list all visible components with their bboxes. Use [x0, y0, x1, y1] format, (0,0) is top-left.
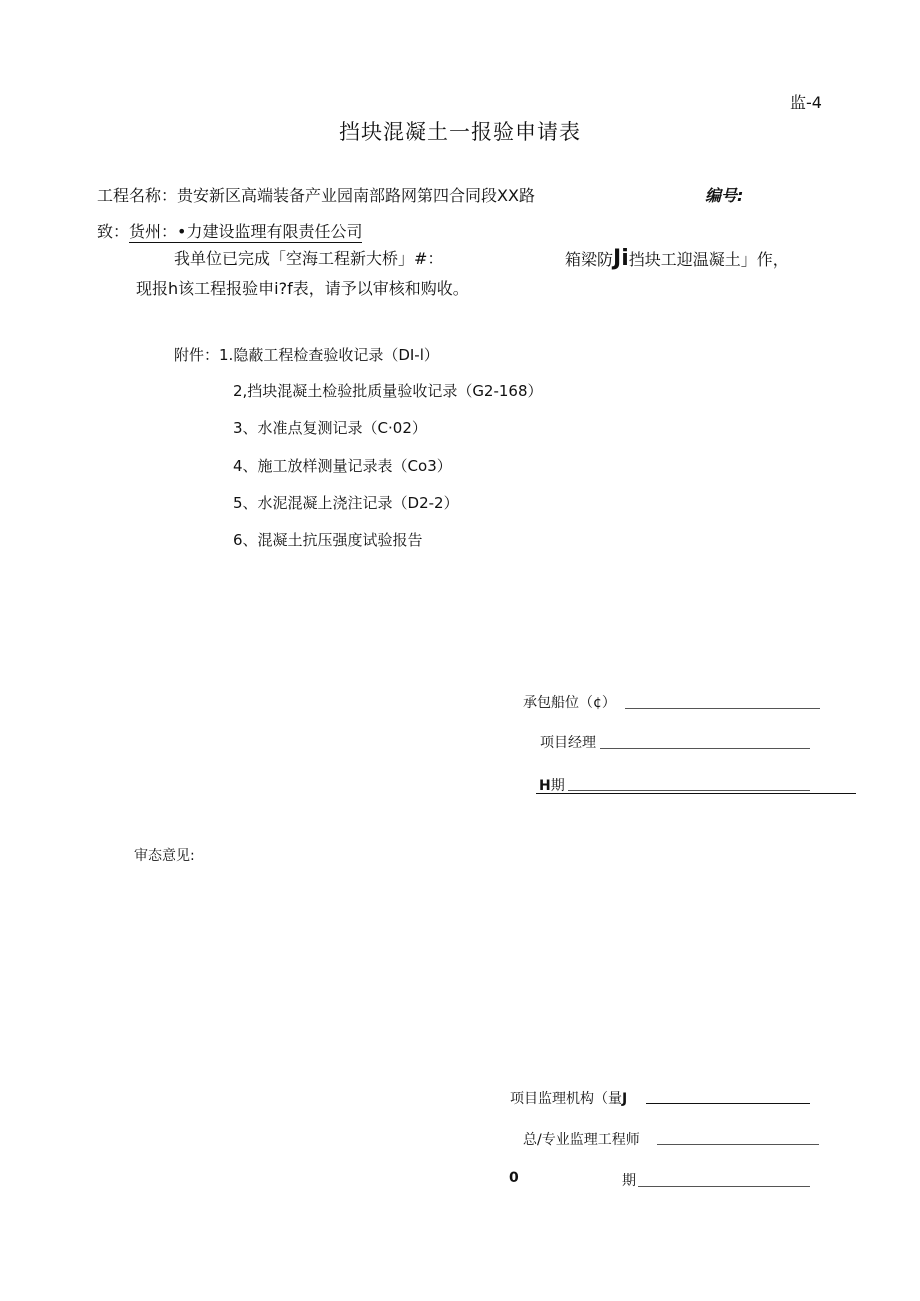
attachment-item: 1.隐蔽工程检查验收记录（DI-l） [219, 346, 439, 364]
body-line-1-right [565, 246, 789, 271]
contractor-date-line[interactable] [568, 790, 810, 791]
body-line-1-left: 我单位已完成「空海工程新大桥」#： [174, 249, 444, 268]
attachment-item: 5、水泥混凝上浇注记录（D2-2） [233, 494, 459, 512]
attachments-row [174, 344, 439, 365]
supervision-date-line[interactable] [638, 1186, 810, 1187]
supervision-engineer-line[interactable] [657, 1144, 819, 1145]
body-line-1-right-pre: 箱梁防 [565, 250, 614, 269]
contractor-unit-label: 承包船位（¢） [523, 695, 616, 711]
attachment-item: 2,挡块混凝土检验批质量验收记录（G2-168） [233, 382, 543, 400]
supervision-org-label: 项目监理机构（量 [510, 1091, 622, 1107]
body-line-1-right-big: Ji [613, 246, 629, 271]
project-name-row [97, 183, 535, 206]
review-opinion-label: 审态意见: [134, 848, 195, 864]
contractor-date-bold: H [539, 778, 551, 794]
contractor-block-rule [536, 793, 856, 794]
form-number: 监-4 [790, 93, 822, 112]
attachment-item: 4、施工放样测量记录表（Co3） [233, 457, 452, 475]
form-title: 挡块混凝土一报验申请表 [339, 120, 581, 144]
attachments-label: 附件： [174, 346, 220, 364]
supervision-org-row [510, 1088, 627, 1108]
recipient-row [97, 219, 362, 242]
project-name-label: 工程名称： [97, 186, 178, 205]
supervision-org-bold: J [622, 1091, 628, 1107]
recipient-value: 货州：•力建设监理有限责任公司 [129, 222, 363, 241]
attachment-item: 3、水准点复测记录（C·02） [233, 419, 427, 437]
body-line-1-right-post: 挡块工迎温凝土」作， [628, 250, 789, 269]
supervision-engineer-label: 总/专业监理工程师 [523, 1132, 640, 1148]
recipient-label: 致： [97, 222, 130, 241]
attachment-item: 6、混凝土抗压强度试验报告 [233, 531, 423, 549]
supervision-org-line[interactable] [646, 1103, 810, 1104]
contractor-unit-line[interactable] [625, 708, 820, 709]
project-name-value: 贵安新区高端装备产业园南部路网第四合同段XX路 [177, 186, 535, 205]
contractor-date-row [539, 775, 565, 795]
project-manager-label: 项目经理 [540, 735, 596, 751]
project-manager-line[interactable] [600, 748, 810, 749]
supervision-date-bold: 0 [509, 1170, 519, 1186]
serial-number-label: 编号: [705, 186, 744, 205]
body-line-2: 现报h该工程报验申i?f表，请予以审核和购收。 [136, 279, 469, 298]
supervision-date-label: 期 [622, 1173, 636, 1189]
contractor-date-label: 期 [550, 778, 565, 794]
